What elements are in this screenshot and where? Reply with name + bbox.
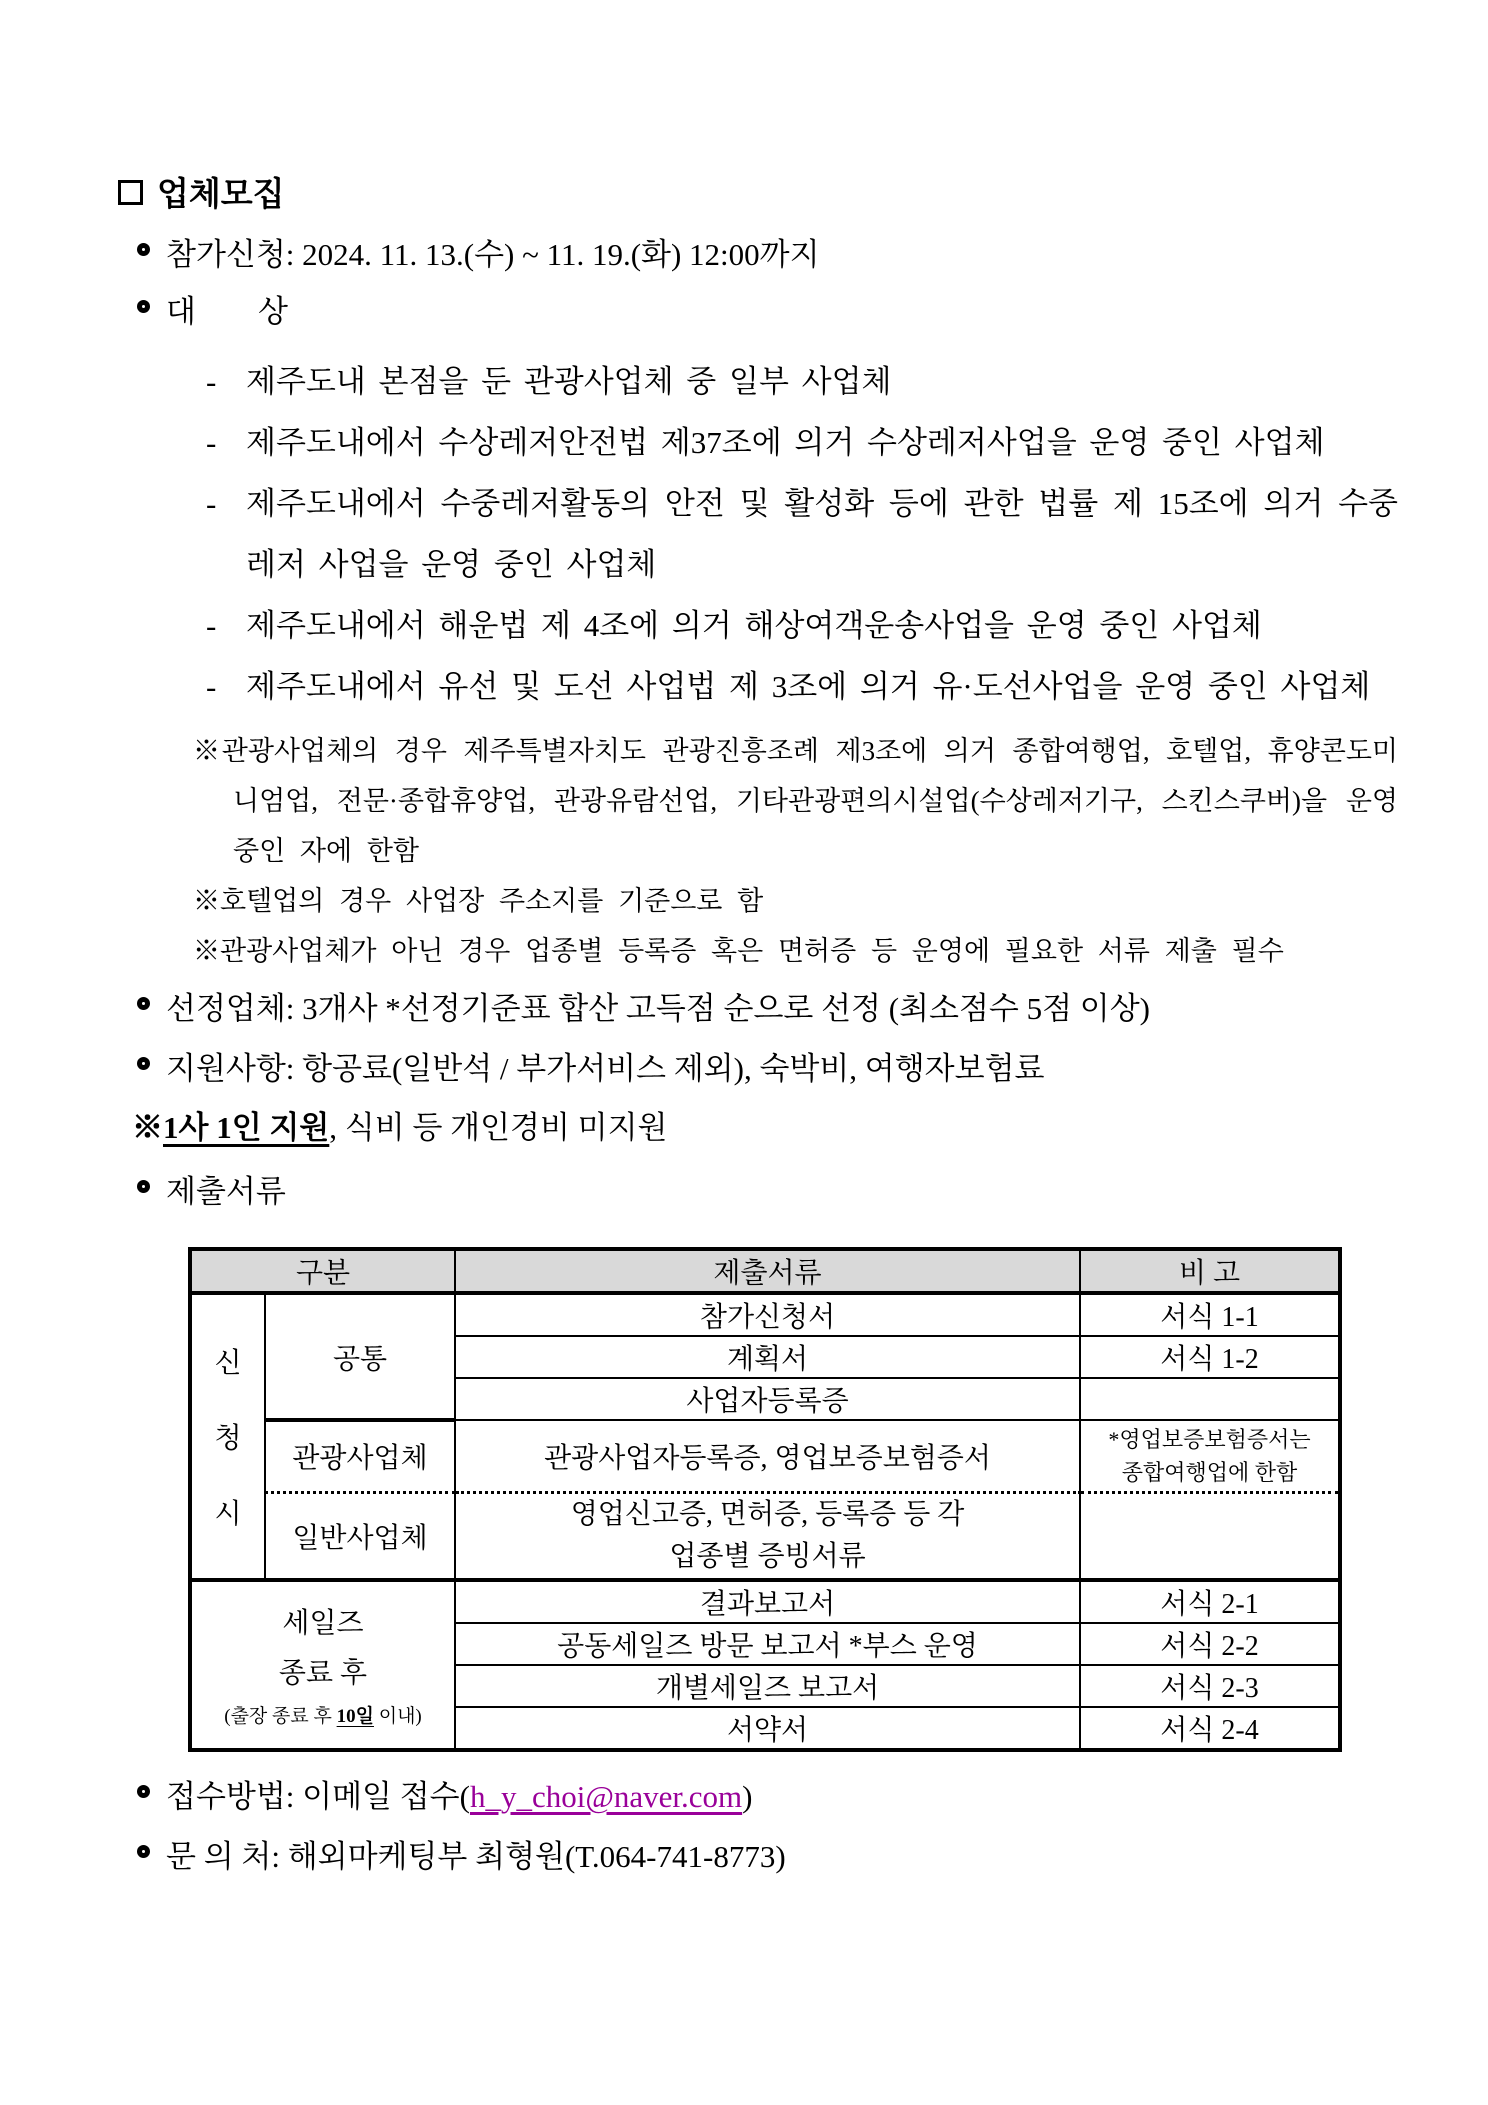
common-label-cell: 공통 — [265, 1293, 455, 1420]
table-header-row — [190, 1249, 1340, 1293]
header-documents: 제출서류 — [455, 1249, 1080, 1293]
table-row — [190, 1420, 1340, 1492]
tour-label-cell: 관광사업체 — [265, 1420, 455, 1492]
circle-bullet-icon — [137, 1180, 150, 1193]
list-item: - 제주도내에서 해운법 제 4조에 의거 해상여객운송사업을 운영 중인 사업체 — [118, 595, 1398, 656]
limit-note-line — [118, 1105, 1398, 1151]
header-remark: 비 고 — [1080, 1249, 1340, 1293]
remark-cell: 서식 2-1 — [1080, 1580, 1340, 1623]
remark-cell — [1080, 1492, 1340, 1580]
list-item: - 제주도내에서 유선 및 도선 사업법 제 3조에 의거 유·도선사업을 운영 중인 사업체 — [118, 656, 1398, 717]
doc-cell: 결과보고서 — [455, 1580, 1080, 1623]
square-bullet-icon — [118, 180, 143, 205]
table-row — [190, 1580, 1340, 1623]
doc-cell: 서약서 — [455, 1707, 1080, 1750]
reference-mark: ※ — [193, 736, 222, 766]
method-suffix: ) — [742, 1778, 753, 1814]
remark-cell: 서식 1-1 — [1080, 1293, 1340, 1336]
note-item: ※호텔업의 경우 사업장 주소지를 기준으로 함 — [193, 886, 764, 916]
remark-cell: 서식 2-2 — [1080, 1623, 1340, 1665]
circle-bullet-icon — [137, 300, 150, 313]
documents-label-line — [118, 1170, 1398, 1214]
doc-cell: 영업신고증, 면허증, 등록증 등 각 업종별 증빙서류 — [455, 1492, 1080, 1580]
target-label-text: 대 상 — [166, 294, 288, 329]
limit-rest-text: , 식비 등 개인경비 미지원 — [329, 1110, 668, 1145]
apply-period-line — [118, 233, 1398, 277]
general-label-cell: 일반사업체 — [265, 1492, 455, 1580]
reference-mark: ※ — [193, 886, 220, 916]
limit-underlined-text: 1사 1인 지원 — [163, 1110, 330, 1145]
page-title-text: 업체모집 — [157, 176, 285, 213]
doc-cell: 참가신청서 — [455, 1293, 1080, 1336]
circle-bullet-icon — [137, 997, 150, 1010]
remark-cell: 서식 2-3 — [1080, 1665, 1340, 1707]
dash-bullet: - — [206, 425, 217, 460]
method-line — [118, 1775, 1398, 1819]
selection-line — [118, 987, 1398, 1031]
apply-period-text: 참가신청: 2024. 11. 13.(수) ~ 11. 19.(화) 12:00까지 — [166, 237, 820, 272]
dash-bullet: - — [206, 364, 217, 399]
reference-mark: ※ — [132, 1110, 163, 1145]
list-item: - 제주도내에서 수중레저활동의 안전 및 활성화 등에 관한 법률 제 15조에 의거 수중레저 사업을 운영 중인 사업체 — [118, 473, 1398, 595]
header-category: 구분 — [190, 1249, 455, 1293]
doc-cell: 개별세일즈 보고서 — [455, 1665, 1080, 1707]
dash-bullet: - — [206, 608, 217, 643]
table-row — [190, 1492, 1340, 1580]
support-text: 지원사항: 항공료(일반석 / 부가서비스 제외), 숙박비, 여행자보험료 — [166, 1051, 1045, 1086]
remark-cell: 서식 1-2 — [1080, 1336, 1340, 1378]
documents-label-text: 제출서류 — [166, 1174, 286, 1209]
table-row — [190, 1293, 1340, 1336]
circle-bullet-icon — [137, 1785, 150, 1798]
apply-side-cell: 신 청 시 — [190, 1293, 265, 1580]
submission-documents-table — [188, 1247, 1342, 1752]
support-line — [118, 1047, 1398, 1091]
doc-cell: 공동세일즈 방문 보고서 *부스 운영 — [455, 1623, 1080, 1665]
note-list — [118, 726, 1398, 976]
doc-cell: 계획서 — [455, 1336, 1080, 1378]
remark-cell: 서식 2-4 — [1080, 1707, 1340, 1750]
circle-bullet-icon — [137, 1845, 150, 1858]
doc-cell: 관광사업자등록증, 영업보증보험증서 — [455, 1420, 1080, 1492]
list-item: - 제주도내에서 수상레저안전법 제37조에 의거 수상레저사업을 운영 중인 사업체 — [118, 412, 1398, 473]
contact-text: 문 의 처: 해외마케팅부 최형원(T.064-741-8773) — [166, 1838, 786, 1874]
circle-bullet-icon — [137, 243, 150, 256]
page-title — [118, 170, 1398, 212]
target-item-list — [118, 351, 1398, 717]
reference-mark: ※ — [193, 936, 220, 966]
note-item: ※관광사업체의 경우 제주특별자치도 관광진흥조례 제3조에 의거 종합여행업, 호텔업, 휴양콘도미니엄업, 전문·종합휴양업, 관광유람선업, 기타관광편의시설업(수상레저기구, 스킨스쿠버)을 운영 중인 자에 한함 — [193, 736, 1399, 866]
doc-cell: 사업자등록증 — [455, 1378, 1080, 1420]
note-item: ※관광사업체가 아닌 경우 업종별 등록증 혹은 면허증 등 운영에 필요한 서류 제출 필수 — [193, 936, 1284, 966]
dash-bullet: - — [206, 486, 217, 521]
target-label-line — [118, 290, 1398, 334]
email-link[interactable]: h_y_choi@naver.com — [469, 1778, 743, 1814]
method-prefix: 접수방법: 이메일 접수( — [166, 1778, 470, 1814]
remark-cell — [1080, 1378, 1340, 1420]
selection-text: 선정업체: 3개사 *선정기준표 합산 고득점 순으로 선정 (최소점수 5점 이상) — [166, 991, 1150, 1026]
remark-cell: *영업보증보험증서는 종합여행업에 한함 — [1080, 1420, 1340, 1492]
dash-bullet: - — [206, 669, 217, 704]
contact-line — [118, 1835, 1398, 1879]
circle-bullet-icon — [137, 1057, 150, 1070]
sales-side-cell: 세일즈 종료 후 (출장 종료 후 10일 이내) — [190, 1580, 455, 1750]
list-item: - 제주도내 본점을 둔 관광사업체 중 일부 사업체 — [118, 351, 1398, 412]
